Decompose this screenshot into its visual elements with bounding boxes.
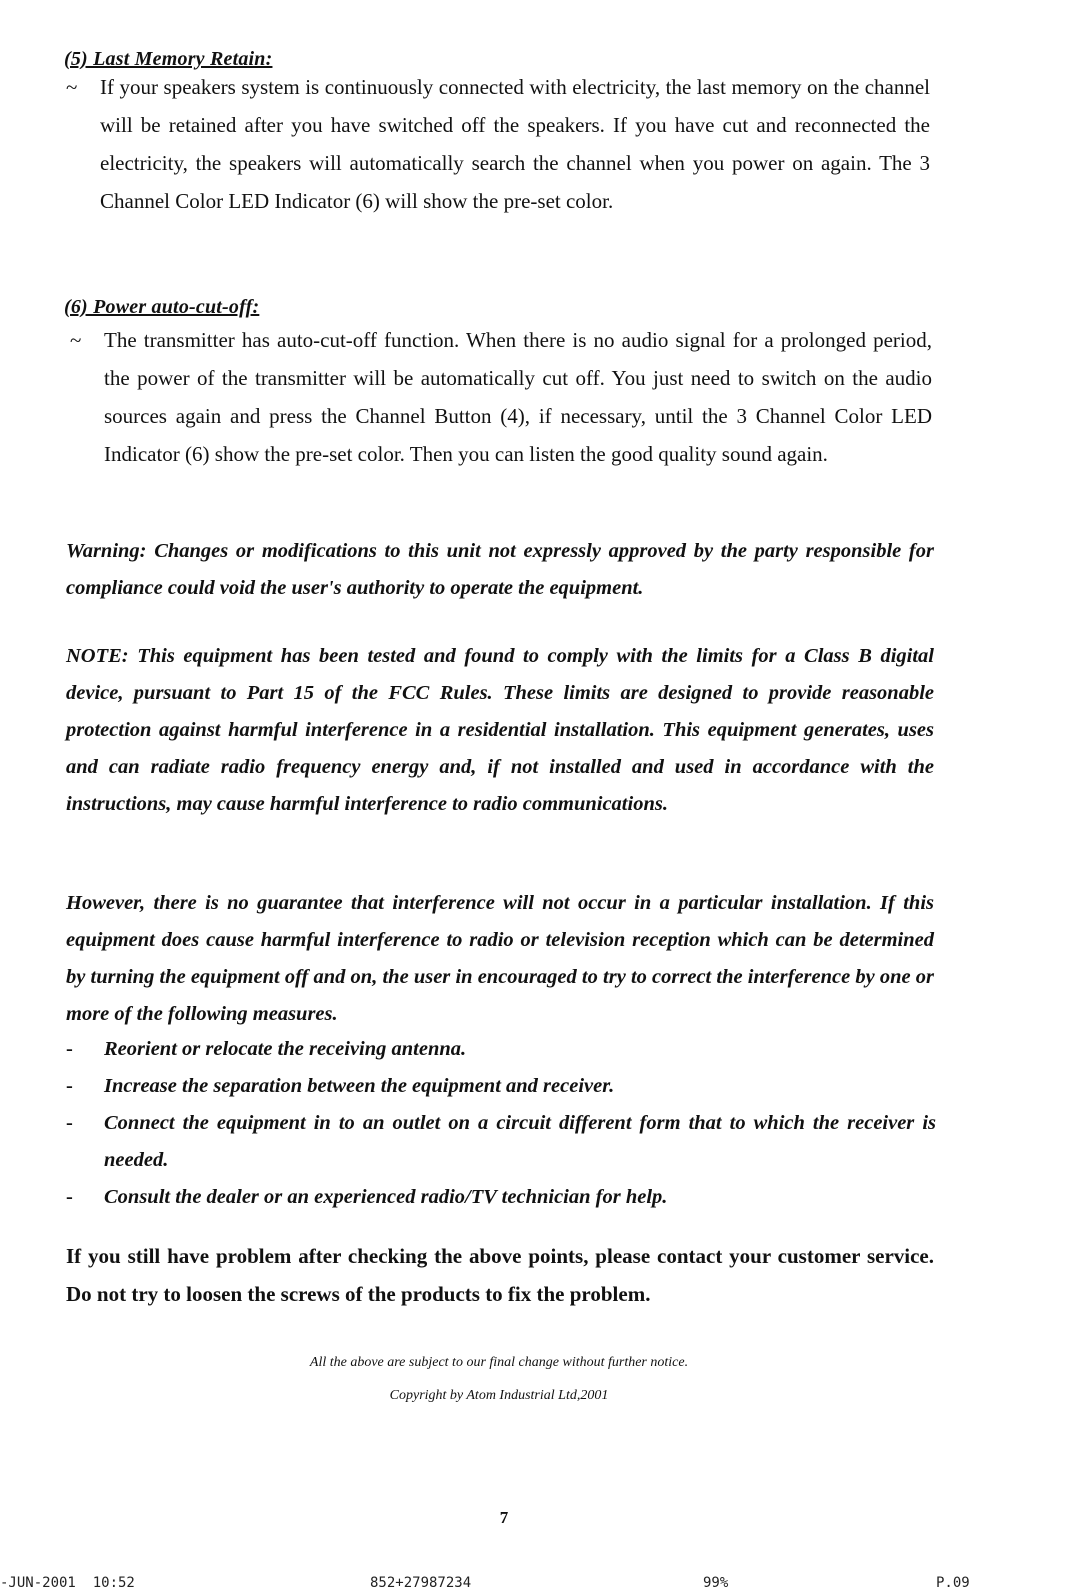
fax-phone: 852+27987234 — [370, 1575, 472, 1591]
page-number: 7 — [499, 1508, 509, 1527]
list-item — [66, 1068, 936, 1105]
bullet-dash: - — [66, 1075, 73, 1097]
copyright-text: Copyright by Atom Industrial Ltd,2001 — [389, 1388, 609, 1403]
bullet-dash: - — [66, 1038, 73, 1060]
interference-paragraph: However, there is no guarantee that interference will not occur in a particular installation. If this equipment does cause harmful interference to radio or television reception which can be determined by turning the equipment off and on, the user in encouraged to try to correct the interference by one or more of the following measures. — [66, 892, 934, 1025]
fcc-note-paragraph: NOTE: This equipment has been tested and found to comply with the limits for a Class B digital device, pursuant to Part 15 of the FCC Rules. These limits are designed to provide reasonable protection against harmful interference in a residential installation. This equipment generates, uses and can radiate radio frequency energy and, if not installed and used in accordance with the instructions, may cause harmful interference to radio communications. — [66, 645, 934, 815]
section-text-power-auto-cut-off — [70, 321, 932, 473]
fax-page: P.09 — [936, 1575, 970, 1591]
bullet-dash: - — [66, 1186, 73, 1208]
list-item — [66, 1105, 936, 1179]
warning-paragraph: Warning: Changes or modifications to this unit not expressly approved by the party responsible for compliance could void the user's authority to operate the equipment. — [66, 540, 934, 599]
measure-text: Consult the dealer or an experienced radio/TV technician for help. — [104, 1186, 668, 1208]
section-heading-last-memory: (5) Last Memory Retain: — [64, 48, 273, 70]
list-item — [66, 1179, 936, 1216]
measure-text: Increase the separation between the equipment and receiver. — [104, 1075, 615, 1097]
section-dash: ~ — [66, 75, 78, 99]
fax-date-time: -JUN-2001 10:52 — [0, 1575, 135, 1591]
fax-quality: 99% — [703, 1575, 729, 1591]
notice-text: All the above are subject to our final change without further notice. — [309, 1355, 689, 1370]
closing-paragraph: If you still have problem after checking the above points, please contact your customer service. Do not try to loosen the screws of the products to fix the problem. — [66, 1244, 934, 1306]
section-text-last-memory — [66, 68, 930, 220]
bullet-dash: - — [66, 1112, 73, 1134]
section-body: If your speakers system is continuously connected with electricity, the last memory on the channel will be retained after you have switched off the speakers. If you have cut and reconnected the electricity, the speakers will automatically search the channel when you power on again. The 3 Channel Color LED Indicator (6) will show the pre-set color. — [100, 75, 930, 213]
measure-text: Reorient or relocate the receiving antenna. — [104, 1038, 467, 1060]
list-item — [66, 1031, 936, 1068]
measure-text: Connect the equipment in to an outlet on a circuit different form that to which the receiver is needed. — [104, 1112, 936, 1171]
section-dash: ~ — [70, 328, 82, 352]
section-body: The transmitter has auto-cut-off function. When there is no audio signal for a prolonged period, the power of the transmitter will be automatically cut off. You just need to switch on the audio sources again and press the Channel Button (4), if necessary, until the 3 Channel Color LED Indicator (6) show the pre-set color. Then you can listen the good quality sound again. — [104, 328, 932, 466]
measures-list — [66, 1031, 936, 1216]
section-heading-power-auto-cut-off: (6) Power auto-cut-off: — [64, 296, 260, 318]
